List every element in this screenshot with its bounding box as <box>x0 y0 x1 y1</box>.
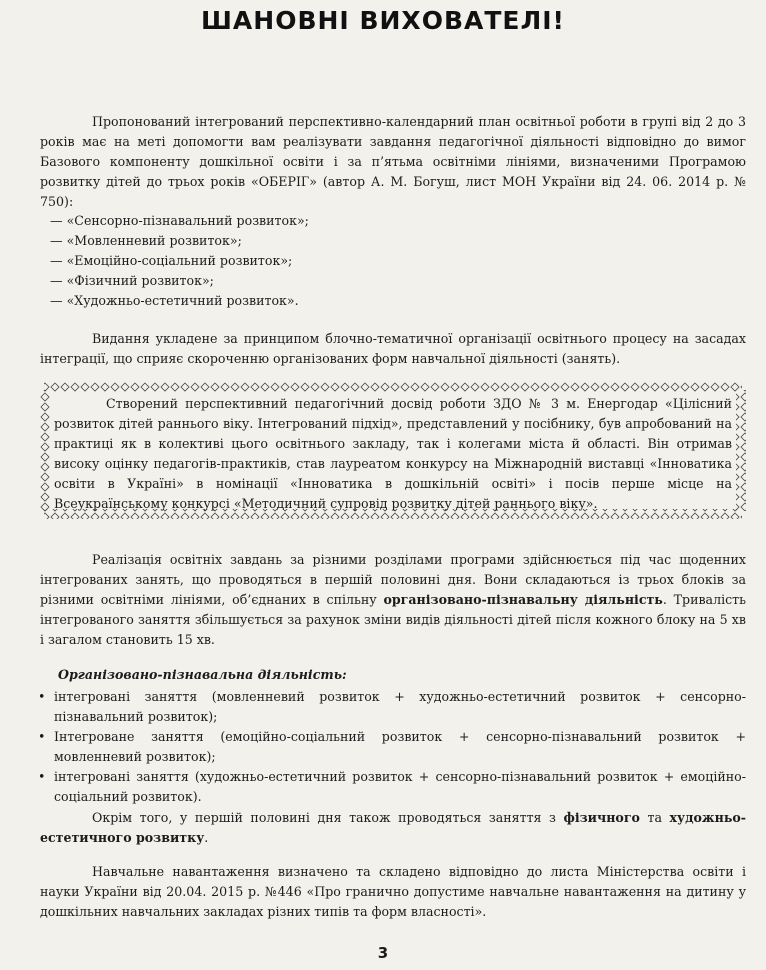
text-span: Реалізація освітніх завдань за різними розділами програми здійснюється під час щоденних інтегрованих занять, що проводяться в першій половині дня. Вони складаються із трьох блоків за різними освітніми лініями, об’єднаних в спільну <box>40 552 746 607</box>
subheading: Організовано-пізнавальна діяльність: <box>58 667 347 682</box>
realization-text <box>40 550 746 650</box>
workload-paragraph <box>40 862 746 922</box>
text-span: . <box>204 830 209 845</box>
besides-text <box>40 808 746 848</box>
activities-list <box>36 687 746 807</box>
page-number: 3 <box>377 944 389 962</box>
text-span: та <box>639 810 670 825</box>
text-span: . Тривалість інтегрованого заняття збільшується за рахунок зміни видів діяльності дітей після кожного блоку на 5 хв і загалом становить 15 хв. <box>40 592 746 647</box>
list-item <box>36 767 746 807</box>
edition-paragraph <box>40 329 746 369</box>
bullet-icon: • <box>38 689 46 704</box>
intro-text: Пропонований інтегрований перспективно-календарний план освітньої роботи в групі від 2 до 3 років має на меті допомогти вам реалізувати завдання педагогічної діяльності відповідно до вимог Базового компоненту дошкільної освіти і за п’ятьма освітніми лініями, визначеними Програмою розвитку дітей до трьох років «ОБЕРІГ» (автор А. М. Богуш, лист МОН України від 24. 06. 2014 р. № 750): <box>40 114 746 209</box>
list-item: — «Емоційно-соціальний розвиток»; <box>50 253 293 268</box>
list-item: — «Художньо-естетичний розвиток». <box>50 293 299 308</box>
bold-term: організовано-пізнавальну діяльність <box>383 592 663 607</box>
edition-text: Видання укладене за принципом блочно-тематичної організації освітнього процесу на засадах інтеграції, що сприяє скороченню організованих форм навчальної діяльності (занять). <box>40 331 746 366</box>
text-span: Окрім того, у першій половині дня також проводяться заняття з <box>92 810 564 825</box>
list-item-text: Інтегроване заняття (емоційно-соціальний розвиток + сенсорно-пізнавальний розвиток + мовленневий розвиток); <box>54 729 746 764</box>
list-item <box>36 727 746 767</box>
list-item-text: інтегровані заняття (мовленневий розвиток + художньо-естетичний розвиток + сенсорно-пізнавальний розвиток); <box>54 689 746 724</box>
development-lines-list <box>50 211 309 311</box>
bold-term: художньо-естетичного розвитку <box>40 810 747 845</box>
realization-paragraph <box>40 550 746 650</box>
framed-text: Створений перспективний педагогічний досвід роботи ЗДО № 3 м. Енергодар «Цілісний розвиток дітей раннього віку. Інтегрований підхід», представлений у посібнику, був апробований на практиці як в колективі цього освітнього закладу, так і колегами міста й області. Він отримав високу оцінку педагогів-практиків, став лауреатом конкурсу на Міжнародній виставці «Інноватика освіти в Україні» в номінації «Інноватика в дошкільній освіті» і посів перше місце на Всеукраїнському конкурсі «Методичний супровід розвитку дітей раннього віку». <box>54 396 732 511</box>
list-item-text: інтегровані заняття (художньо-естетичний розвиток + сенсорно-пізнавальний розвиток + емоційно-соціальний розвиток). <box>54 769 746 804</box>
intro-paragraph <box>40 112 746 212</box>
workload-text: Навчальне навантаження визначено та складено відповідно до листа Міністерства освіти і науки України від 20.04. 2015 р. №446 «Про гранично допустиме навчальне навантаження на дитину у дошкільних навчальних закладах різних типів та форм власності». <box>40 864 746 919</box>
besides-paragraph <box>40 808 746 848</box>
list-item: — «Фізичний розвиток»; <box>50 273 214 288</box>
list-item <box>36 687 746 727</box>
framed-note <box>40 382 746 519</box>
page-title: ШАНОВНІ ВИХОВАТЕЛІ! <box>201 6 565 35</box>
list-item: — «Сенсорно-пізнавальний розвиток»; <box>50 213 309 228</box>
bullet-icon: • <box>38 769 46 784</box>
list-item: — «Мовленневий розвиток»; <box>50 233 242 248</box>
bullet-icon: • <box>38 729 46 744</box>
bold-term: фізичного <box>563 810 640 825</box>
